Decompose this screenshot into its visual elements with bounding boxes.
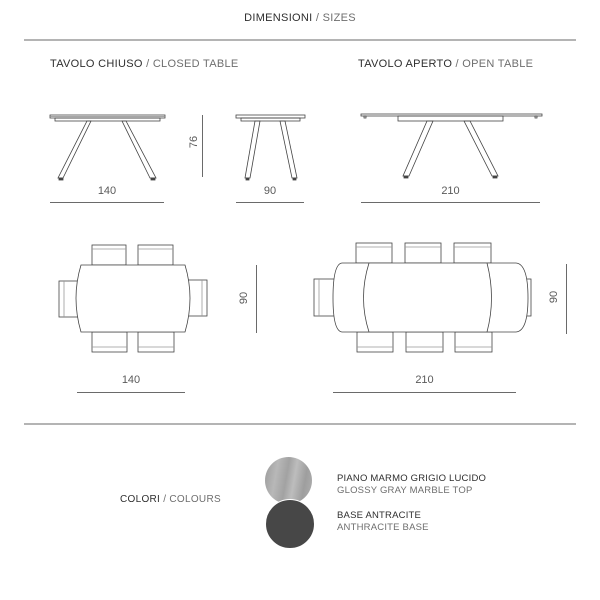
colour-2-name-it: BASE ANTRACITE: [337, 510, 422, 521]
closed-table-title-it: TAVOLO CHIUSO: [50, 58, 143, 70]
colours-title: [120, 494, 221, 505]
closed-width-label: 90: [238, 291, 250, 305]
closed-table-title-en: CLOSED TABLE: [152, 58, 239, 70]
closed-height-label: 76: [188, 135, 200, 149]
colours-divider: [24, 423, 576, 425]
title-separator: /: [142, 58, 153, 70]
colour-1-name-en: GLOSSY GRAY MARBLE TOP: [337, 485, 473, 496]
open-width-label: 90: [548, 290, 560, 304]
closed-length-label: 140: [97, 185, 117, 197]
title-separator: /: [160, 494, 170, 505]
marble-top-swatch: [265, 457, 312, 504]
colour-2-name-en: ANTHRACITE BASE: [337, 522, 429, 533]
anthracite-base-swatch: [265, 499, 315, 549]
open-table-title-it: TAVOLO APERTO: [358, 58, 453, 70]
colours-title-en: COLOURS: [169, 494, 221, 505]
open-top-length-dimension-line: [333, 392, 516, 393]
closed-depth-label: 90: [263, 185, 277, 197]
colours-title-it: COLORI: [120, 494, 161, 505]
open-length-label: 210: [441, 185, 460, 197]
open-width-dimension-line: [566, 264, 567, 334]
page-title-en: SIZES: [322, 12, 356, 24]
page-title-it: DIMENSIONI: [244, 12, 313, 24]
closed-top-length-label: 140: [121, 374, 141, 386]
open-table-title-en: OPEN TABLE: [462, 58, 534, 70]
title-separator: /: [452, 58, 463, 70]
colour-1-name-it: PIANO MARMO GRIGIO LUCIDO: [337, 473, 487, 484]
title-separator: /: [312, 12, 323, 24]
open-top-length-label: 210: [415, 374, 434, 386]
